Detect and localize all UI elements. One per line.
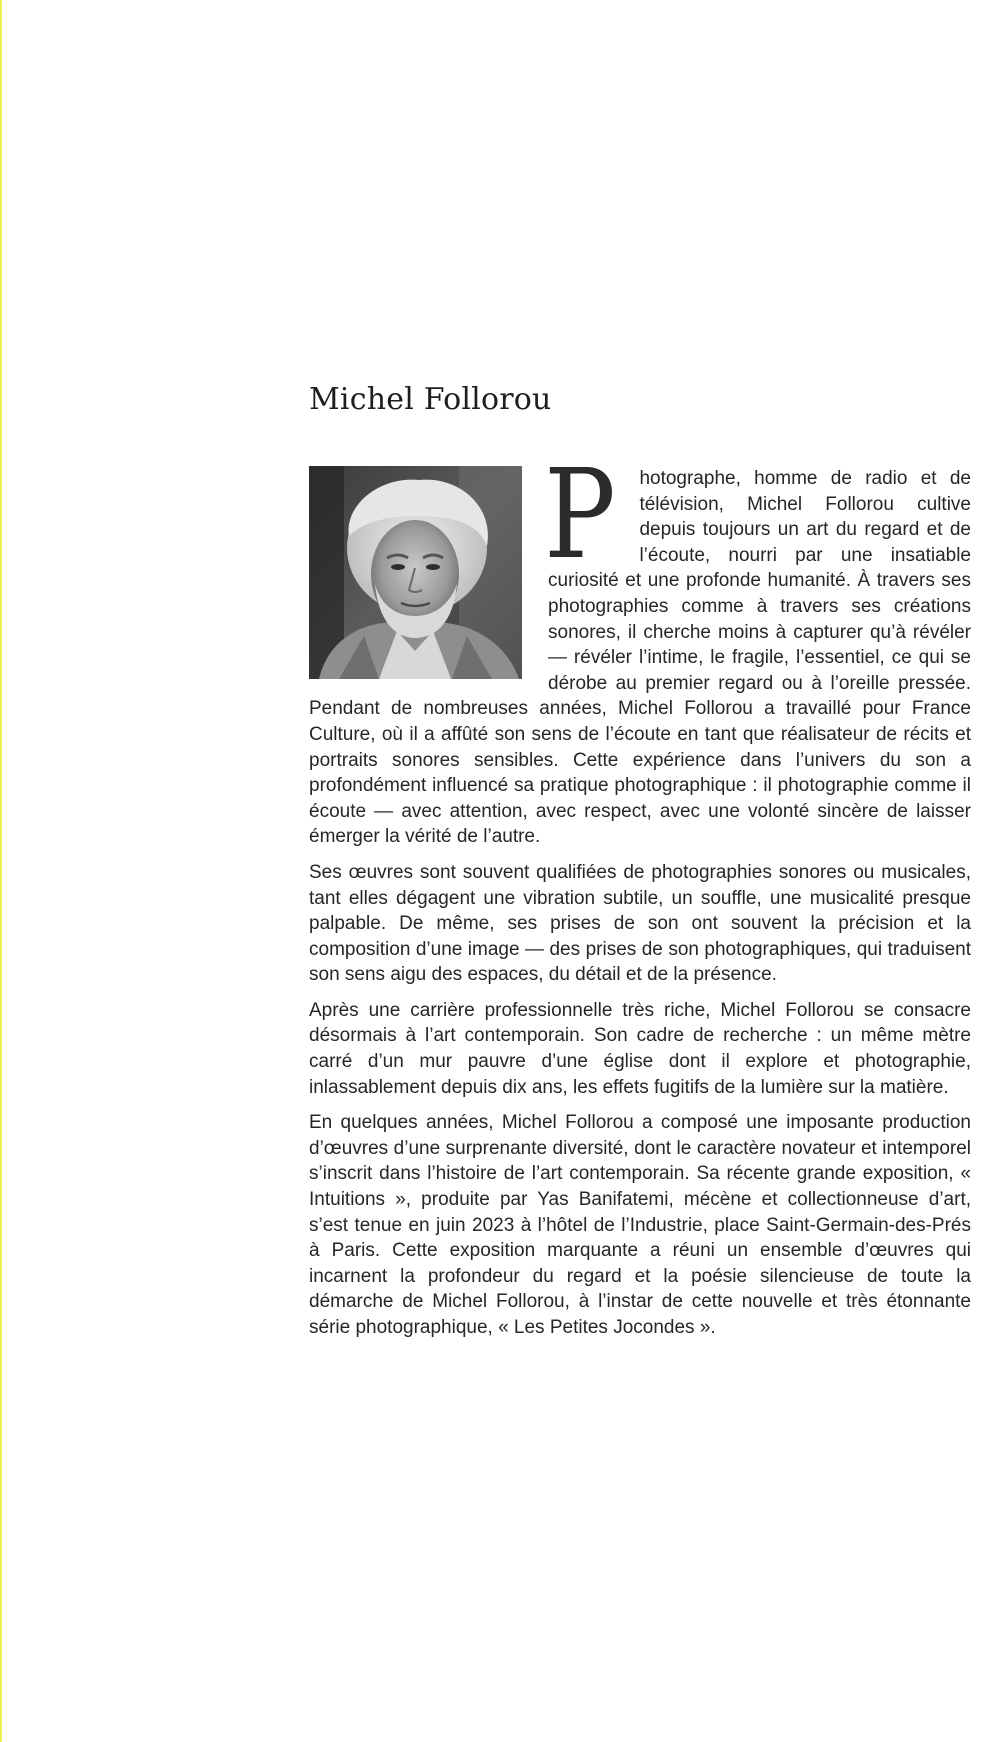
paragraph-2: Ses œuvres sont souvent qualifiées de photographies sonores ou musicales, tant elles dégagent une vibration subtile, un souffle, une musicalité presque palpable. De même, ses prises de son ont souvent la précision et la composition d’une image — des prises de son photographiques, qui traduisent son sens aigu des espaces, du détail et de la présence. — [309, 861, 971, 986]
paragraph-3: Après une carrière professionnelle très riche, Michel Follorou se consacre désormais à l’art contemporain. Son cadre de recherche : un même mètre carré d’un mur pauvre d’une église dont il explore et photographie, inlassablement depuis dix ans, les effets fugitifs de la lumière sur la matière. — [309, 999, 971, 1098]
dropcap-letter: P — [544, 443, 616, 587]
paragraph-4: En quelques années, Michel Follorou a composé une imposante production d’œuvres d’une surprenante diversité, dont le caractère novateur et intemporel s’inscrit dans l’histoire de l’art contemporain. Sa récente grande exposition, « Intuitions », produite par Yas Banifatemi, mécène et collectionneuse d’art, s’est tenue en juin 2023 à l’hôtel de l’Industrie, place Saint-Germain-des-Prés à Paris. Cette exposition marquante a réuni un ensemble d’œuvres qui incarnent la profondeur du regard et la poésie silencieuse de toute la démarche de Michel Follorou, à l’instar de cette nouvelle et très étonnante série photographique, « Les Petites Jocondes ». — [309, 1112, 971, 1338]
portrait-photo — [309, 466, 522, 679]
page-edge-strip — [0, 0, 2, 1742]
page-title: Michel Follorou — [309, 382, 552, 417]
page-content — [309, 380, 971, 1351]
article-body — [309, 443, 971, 1341]
paragraph-1-text: hotographe, homme de radio et de télévision, Michel Follorou cultive depuis toujours un art du regard et de l’écoute, nourri par une insatiable curiosité et une profonde humanité. À travers ses photographies comme à travers ses créations sonores, il cherche moins à capturer qu’à révéler — révéler l’intime, le fragile, l’essentiel, ce qui se dérobe au premier regard ou à l’oreille pressée. Pendant de nombreuses années, Michel Follorou a travaillé pour France Culture, où il a affûté son sens de l’écoute en tant que réalisateur de récits et portraits sonores sensibles. Cette expérience dans l’univers du son a profondément influencé sa pratique photographique : il photographie comme il écoute — avec attention, avec respect, avec une volonté sincère de laisser émerger la vérité de l’autre. — [309, 468, 971, 848]
